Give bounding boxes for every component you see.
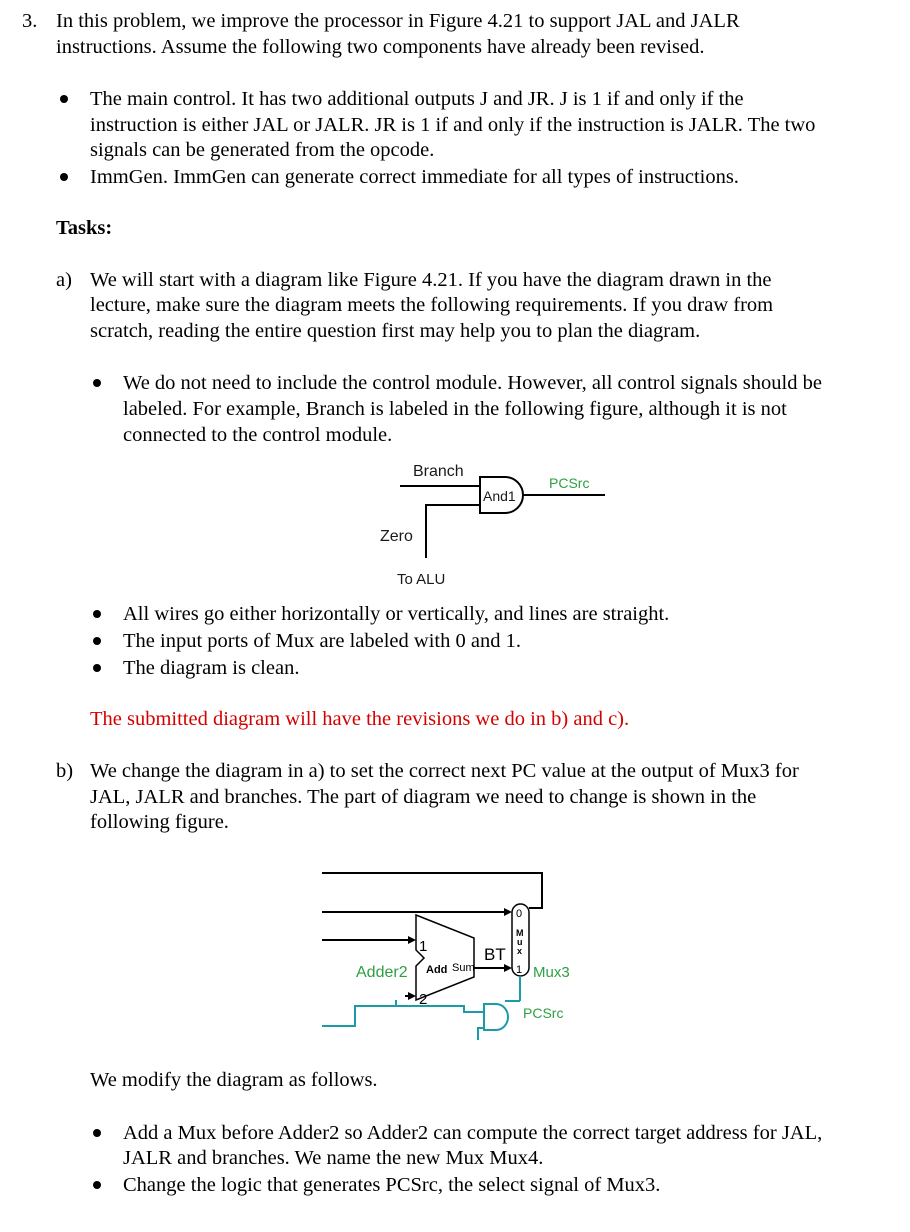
bullet-main-control-line-3: signals can be generated from the opcode. [90, 139, 435, 161]
fig2-mux-letter-u: u [517, 937, 523, 947]
fig2-adder-body [416, 915, 474, 1000]
fig2-pcsrc-label: PCSrc [523, 1005, 564, 1021]
adder-mux-figure [310, 860, 610, 1045]
task-b-line-3: following figure. [90, 811, 229, 833]
task-b-line-2: JAL, JALR and branches. The part of diagram we need to change is shown in the [90, 786, 757, 808]
modify-intro: We modify the diagram as follows. [90, 1069, 378, 1091]
task-b-line-1: We change the diagram in a) to set the correct next PC value at the output of Mux3 for [90, 760, 799, 782]
modify-bullet-1-line-1: Add a Mux before Adder2 so Adder2 can compute the correct target address for JAL, [123, 1122, 823, 1144]
fig1-to-alu-label: To ALU [397, 571, 446, 588]
fig2-mux-letter-m: M [516, 928, 524, 938]
fig2-port1: 1 [419, 938, 428, 955]
bullet-dot [93, 610, 101, 618]
bullet-main-control-line-1: The main control. It has two additional outputs J and JR. J is 1 if and only if the [90, 88, 744, 110]
fig1-pcsrc-label: PCSrc [549, 475, 590, 491]
fig2-and-gate [484, 1004, 508, 1030]
bullet-immgen: ImmGen. ImmGen can generate correct immediate for all types of instructions. [90, 166, 739, 188]
fig2-arrow [504, 908, 512, 916]
bullet-dot [93, 664, 101, 672]
bullet-dot [93, 1181, 101, 1189]
task-a-bullet-4: The diagram is clean. [123, 657, 300, 679]
task-a-note: The submitted diagram will have the revisions we do in b) and c). [90, 708, 630, 730]
bullet-dot [93, 637, 101, 645]
fig2-mux-letter-x: x [517, 946, 523, 956]
fig2-top-wire [322, 873, 542, 908]
fig2-mux3-label: Mux3 [533, 964, 570, 981]
intro-line-1: In this problem, we improve the processor in Figure 4.21 to support JAL and JALR [56, 10, 740, 32]
intro-line-2: instructions. Assume the following two components have already been revised. [56, 36, 705, 58]
fig2-port2: 2 [419, 991, 428, 1008]
fig2-arrow [504, 964, 512, 972]
bullet-dot [93, 379, 101, 387]
task-a-bullet-1-line-2: labeled. For example, Branch is labeled in the following figure, although it is not [123, 398, 787, 420]
task-a-bullet-1-line-1: We do not need to include the control module. However, all control signals should be [123, 372, 822, 394]
fig1-branch-label: Branch [413, 463, 464, 480]
task-a-bullet-1-line-3: connected to the control module. [123, 424, 393, 446]
problem-number: 3. [22, 10, 38, 32]
fig2-arrow [408, 992, 416, 1000]
fig2-mux-in0: 0 [516, 908, 523, 920]
fig2-arrow [408, 936, 416, 944]
fig2-bt-label: BT [484, 945, 506, 964]
task-a-line-1: We will start with a diagram like Figure 4.21. If you have the diagram drawn in the [90, 269, 772, 291]
fig2-adder2-label: Adder2 [356, 964, 408, 981]
task-a-label: a) [56, 269, 72, 291]
task-a-line-2: lecture, make sure the diagram meets the following requirements. If you draw from [90, 294, 774, 316]
task-b-label: b) [56, 760, 74, 782]
bullet-main-control-line-2: instruction is either JAL or JALR. JR is 1 if and only if the instruction is JALR. The two [90, 114, 816, 136]
bullet-dot [93, 1129, 101, 1137]
bullet-dot [60, 173, 68, 181]
fig2-sum-label: Sum [452, 962, 475, 974]
modify-bullet-2: Change the logic that generates PCSrc, the select signal of Mux3. [123, 1174, 661, 1196]
modify-bullet-1-line-2: JALR and branches. We name the new Mux Mux4. [123, 1147, 544, 1169]
task-a-bullet-2: All wires go either horizontally or vertically, and lines are straight. [123, 603, 670, 625]
task-a-bullet-3: The input ports of Mux are labeled with 0 and 1. [123, 630, 521, 652]
fig2-add-label: Add [426, 964, 448, 976]
fig2-mux-in1: 1 [516, 964, 523, 976]
fig2-branch-wire [322, 1006, 484, 1026]
fig1-and-label: And1 [483, 488, 516, 504]
task-a-line-3: scratch, reading the entire question first may help you to plan the diagram. [90, 320, 701, 342]
branch-and-gate-figure [360, 455, 630, 595]
fig1-zero-wire [426, 505, 480, 558]
bullet-dot [60, 95, 68, 103]
fig1-zero-label: Zero [380, 528, 413, 545]
tasks-heading: Tasks: [56, 217, 113, 239]
